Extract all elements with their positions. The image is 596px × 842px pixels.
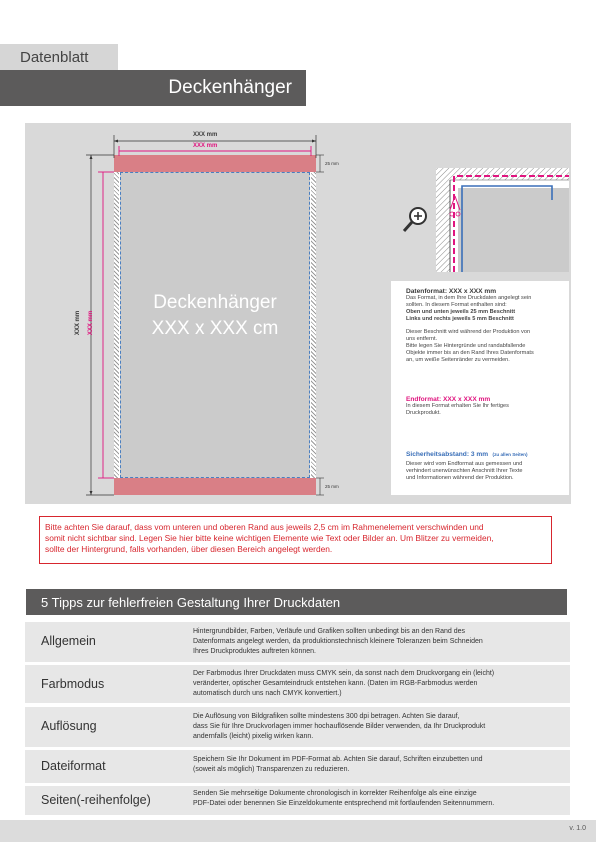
- endformat-block: [406, 396, 566, 417]
- datenformat-line: Oben und unten jeweils 25 mm Beschnitt: [406, 309, 516, 315]
- tip-line: Hintergrundbilder, Farben, Verläufe und Grafiken sollten unbedingt bis an den Rand des: [193, 628, 466, 635]
- tip-description: [193, 627, 568, 657]
- outer-width-label: XXX mm: [193, 132, 218, 138]
- tip-title: Auflösung: [41, 719, 97, 733]
- tip-line: automatisch durch uns nach CMYK konvertiert.): [193, 690, 342, 697]
- beschnitt-line: uns entfernt.: [406, 336, 438, 342]
- sicherheit-title: Sicherheitsabstand: 3 mm: [406, 451, 489, 458]
- tip-line: Der Farbmodus Ihrer Druckdaten muss CMYK sein, da sonst nach dem Druckvorgang ein (leicht): [193, 670, 495, 677]
- tip-line: andernfalls (leicht) pixelig wirken kann.: [193, 733, 314, 740]
- poster-name: Deckenhänger: [153, 292, 277, 313]
- warning-line: sollte der Hintergrund, falls vorhanden, über diesen Bereich angelegt werden.: [45, 544, 333, 554]
- inner-width-label: XXX mm: [193, 143, 218, 149]
- poster-size: XXX x XXX cm: [151, 318, 279, 339]
- tip-line: Senden Sie mehrseitige Dokumente chronologisch in korrekter Reihenfolge als eine einzige: [193, 790, 477, 797]
- page-title: Deckenhänger: [168, 77, 292, 98]
- endformat-line: Druckprodukt.: [406, 410, 441, 416]
- tip-line: veränderter, optischer Gesamteindruck entstehen kann. (Daten im RGB-Farbmodus werden: [193, 680, 478, 687]
- top-edge-label: 25 mm: [325, 161, 339, 166]
- warning-box: [39, 516, 552, 564]
- tip-line: PDF-Datei oder benennen Sie Einzeldokumente entsprechend mit fortlaufenden Seitennummern.: [193, 800, 495, 807]
- datenformat-title: Datenformat: XXX x XXX mm: [406, 288, 497, 295]
- beschnitt-line: Objekte immer bis an den Rand Ihres Datenformats: [406, 350, 534, 356]
- tip-line: Die Auflösung von Bildgrafiken sollte mindestens 300 dpi betragen. Achten Sie darauf,: [193, 713, 460, 720]
- tip-aufloesung: [25, 707, 570, 747]
- tip-title: Dateiformat: [41, 759, 106, 773]
- beschnitt-line: Dieser Beschnitt wird während der Produktion von: [406, 329, 531, 335]
- datenformat-line: Links und rechts jeweils 5 mm Beschnitt: [406, 316, 514, 322]
- datenformat-line: sollten. In diesem Format enthalten sind:: [406, 302, 507, 308]
- endformat-title: Endformat: XXX x XXX mm: [406, 396, 491, 403]
- sicherheit-line: Dieser wird vom Endformat aus gemessen und: [406, 461, 523, 467]
- zoom-detail-panel: [391, 155, 569, 279]
- tip-line: Speichern Sie Ihr Dokument im PDF-Format ab. Achten Sie darauf, Schriften einzubetten und: [193, 756, 483, 763]
- inner-height-label: XXX mm: [88, 310, 95, 336]
- tips-heading-bar: [26, 589, 567, 615]
- tips-heading: 5 Tipps zur fehlerfreien Gestaltung Ihrer Druckdaten: [41, 595, 341, 610]
- outer-height-label: XXX mm: [75, 310, 82, 336]
- tip-line: dass Sie für Ihre Druckvorlagen immer hochauflösende Bilder verwenden, da Ihr Druckprodukt: [193, 723, 486, 730]
- tip-line: Ihres Druckproduktes auftreten können.: [193, 648, 316, 655]
- tip-dateiformat: [25, 750, 570, 783]
- beschnitt-line: an, um weiße Seitenränder zu vermeiden.: [406, 357, 510, 363]
- bottom-edge-label: 25 mm: [325, 484, 339, 489]
- sicherheit-line: verhindert unerwünschten Anschnitt Ihrer Texte: [406, 468, 523, 474]
- tip-line: Datenformats angelegt werden, da produktionstechnisch kleinere Toleranzen beim Schneiden: [193, 638, 483, 645]
- footer-bar: [0, 820, 596, 842]
- warning-line: somit nicht sichtbar sind. Legen Sie hier bitte keine wichtigen Elemente wie Text oder Bilder an. Um Blitzer zu vermeiden,: [45, 533, 494, 543]
- datenformat-block: [406, 288, 566, 364]
- version-label: v. 1.0: [569, 825, 586, 832]
- beschnitt-line: Bitte legen Sie Hintergründe und randabfallende: [406, 343, 526, 349]
- tip-title: Allgemein: [41, 634, 96, 648]
- datenformat-line: Das Format, in dem Ihre Druckdaten angelegt sein: [406, 295, 532, 301]
- sicherheit-line: und Informationen während der Produktion.: [406, 475, 514, 481]
- tip-description: [193, 789, 568, 809]
- tip-title: Seiten(-reihenfolge): [41, 793, 151, 807]
- tip-description: [193, 755, 568, 775]
- warning-line: Bitte achten Sie darauf, dass vom unteren und oberen Rand aus jeweils 2,5 cm im Rahmenelement verschwinden und: [45, 522, 484, 532]
- sicherheit-block: [406, 443, 568, 482]
- tip-farbmodus: [25, 665, 570, 703]
- tip-description: [193, 669, 568, 699]
- tip-line: (soweit als möglich) Transparenzen zu reduzieren.: [193, 766, 350, 773]
- endformat-line: In diesem Format erhalten Sie Ihr fertiges: [406, 403, 509, 409]
- tip-seiten: [25, 786, 570, 815]
- sicherheit-note: (zu allen Seiten): [492, 452, 528, 457]
- datasheet-label: Datenblatt: [20, 49, 89, 66]
- tip-description: [193, 712, 568, 742]
- tip-title: Farbmodus: [41, 677, 105, 691]
- tip-allgemein: [25, 622, 570, 662]
